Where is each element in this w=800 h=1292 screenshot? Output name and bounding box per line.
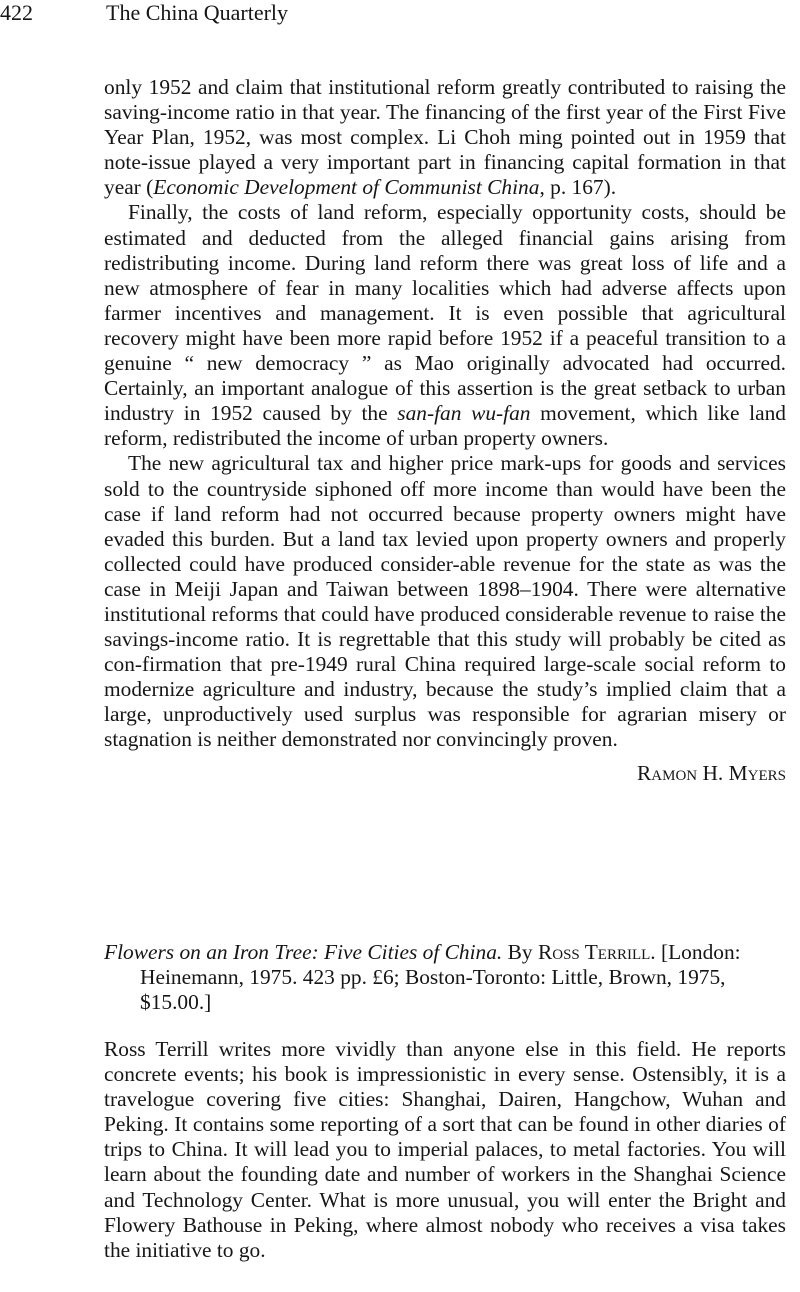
review-terrill (104, 1037, 786, 1263)
page-header (0, 0, 800, 30)
review1-paragraph-2: Finally, the costs of land reform, especially opportunity costs, should be estimated and deducted from the alleged financial gains arising from redistributing income. During land reform there was great loss of life and a new atmosphere of fear in many localities which had adverse affects upon farmer incentives and management. It is even possible that agricultural recovery might have been more rapid before 1952 if a peaceful transition to a genuine “ new democracy ” as Mao originally advocated had occurred. Certainly, an important analogue of this assertion is the great setback to urban industry in 1952 caused by the san-fan wu-fan movement, which like land reform, redistributed the income of urban property owners. (104, 200, 786, 451)
review2-paragraph-1: Ross Terrill writes more vividly than anyone else in this field. He reports concrete events; his book is impressionistic in every sense. Ostensibly, it is a travelogue covering five cities: Shanghai, Dairen, Hangchow, Wuhan and Peking. It contains some reporting of a sort that can be found in other diaries of trips to China. It will lead you to imperial palaces, to metal factories. You will learn about the founding date and number of workers in the Shanghai Science and Technology Center. What is more unusual, you will enter the Bright and Flowery Bathouse in Peking, where almost nobody who receives a visa takes the initiative to go. (104, 1037, 786, 1262)
book-citation (104, 940, 786, 1015)
review1-paragraph-3: The new agricultural tax and higher price mark-ups for goods and services sold to the countryside siphoned off more income than would have been the case if land reform had not occurred because property owners might have evaded this burden. But a land tax levied upon property owners and properly collected could have produced consider-able revenue for the state as was the case in Meiji Japan and Taiwan between 1898–1904. There were alternative institutional reforms that could have produced considerable revenue to raise the savings-income ratio. It is regrettable that this study will probably be cited as con-firmation that pre-1949 rural China required large-scale social reform to modernize agriculture and industry, because the study’s implied claim that a large, unproductively used surplus was responsible for agrarian misery or stagnation is neither demonstrated nor convincingly proven. (104, 451, 786, 752)
book-title: Flowers on an Iron Tree: Five Cities of China. (104, 940, 503, 964)
review-myers (104, 75, 786, 787)
publication-info: [London: Heinemann, 1975. 423 pp. £6; Boston-Toronto: Little, Brown, 1975, $15.00.] (140, 940, 741, 1015)
movement-name: san-fan wu-fan (397, 401, 531, 426)
page-number: 422 (0, 0, 33, 25)
reviewer-signature: Ramon H. Myers (637, 760, 786, 785)
journal-title: The China Quarterly (106, 0, 289, 25)
cited-book-title: Economic Development of Communist China (153, 175, 540, 200)
by-word: By (507, 940, 533, 964)
review1-paragraph-1: only 1952 and claim that institutional reform greatly contributed to raising the saving-income ratio in that year. The financing of the first year of the First Five Year Plan, 1952, was most complex. Li Choh ming pointed out in 1959 that note-issue played a very important part in financing capital formation in that year (Economic Development of Communist China, p. 167). (104, 75, 786, 200)
book-author: Ross Terrill. (537, 940, 656, 964)
